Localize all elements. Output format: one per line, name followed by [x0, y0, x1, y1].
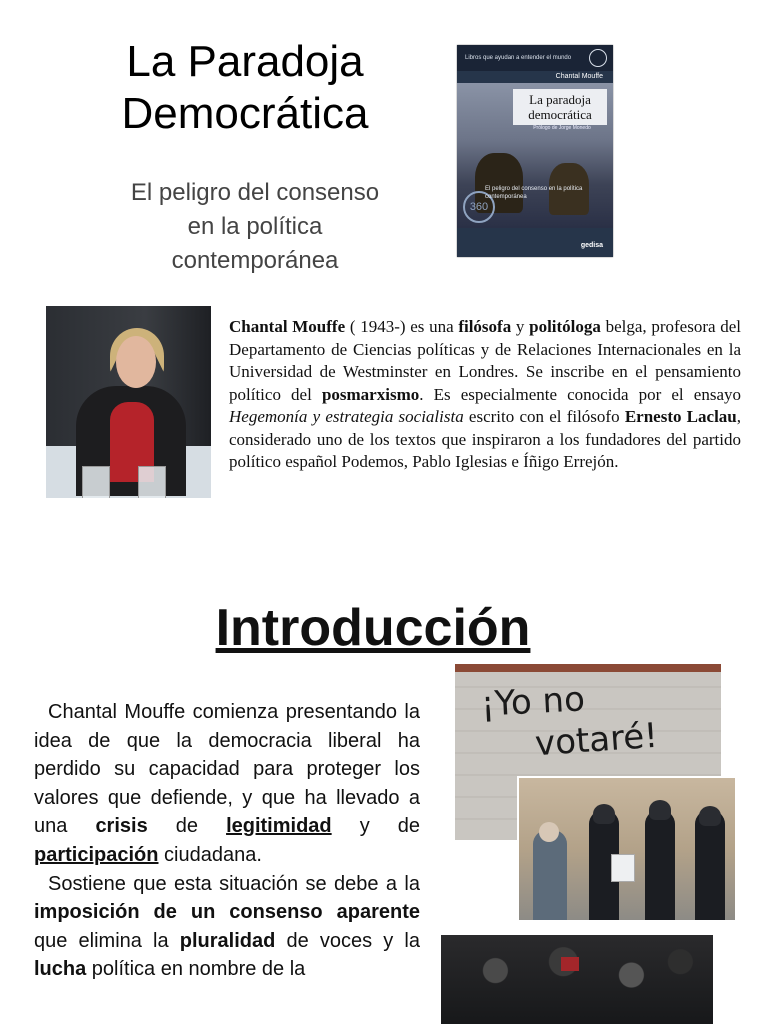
book-cover-image: [457, 45, 613, 257]
book-title-line-2: democrática: [528, 107, 592, 122]
intro-text: Sostiene que esta situación se debe a la: [48, 872, 420, 895]
photo-person-head: [116, 336, 156, 388]
intro-participacion: participación: [34, 843, 159, 866]
title-line-1: La Paradoja: [126, 37, 364, 86]
intro-text: de: [147, 815, 227, 838]
book-blurb: El peligro del consenso en la política contemporánea: [485, 186, 583, 200]
water-glass: [138, 466, 166, 498]
section-heading-introduccion: Introducción: [215, 599, 531, 657]
subtitle-line-3: contemporánea: [171, 247, 339, 274]
crowd-photo: [441, 935, 713, 1024]
page-subtitle: [70, 176, 440, 278]
book-series: Libros que ayudan a entender el mundo: [457, 45, 613, 71]
bio-years: ( 1943-): [349, 317, 406, 336]
intro-text: política en nombre de la: [86, 958, 306, 981]
intro-crisis: crisis: [95, 815, 148, 838]
publisher-seal-icon: [589, 49, 607, 67]
photo-civilian-head: [539, 822, 559, 842]
bio-text: y: [511, 317, 530, 336]
book-title: [513, 89, 607, 125]
bio-text: , considerado uno de los textos que inspiraron a los fundadores del partido político español Podemos, Pablo Iglesias e Íñigo Errejón.: [229, 407, 741, 471]
helmet-icon: [593, 804, 615, 824]
intro-lucha: lucha: [34, 958, 87, 981]
author-photo: [46, 306, 211, 498]
title-line-2: Democrática: [121, 89, 369, 138]
bio-text: es una: [405, 317, 459, 336]
graffiti-text-line-2: votaré!: [533, 715, 660, 765]
bio-politologa: politóloga: [529, 317, 601, 336]
book-publisher: gedisa: [580, 242, 603, 249]
intro-text: ciudadana.: [158, 843, 262, 866]
intro-text: de voces y la: [275, 929, 420, 952]
subtitle-line-1: El peligro del consenso: [130, 179, 380, 206]
subtitle-line-2: en la política: [187, 213, 323, 240]
intro-legitimidad: legitimidad: [226, 815, 332, 838]
bio-text: . Es especialmente conocida por el ensayo: [419, 384, 741, 404]
author-biography: [229, 316, 741, 474]
photo-police-officer: [645, 810, 675, 920]
bio-text: belga, profesora del Departamento de Ciencias políticas y de Relaciones Internacionales en la Universidad de Westminster en Londres. Se inscribe en el pensamiento político del: [229, 317, 742, 404]
series-number: 360: [463, 191, 495, 223]
intro-text: que elimina la: [34, 929, 180, 952]
graffiti-text-line-1: ¡Yo no: [480, 679, 586, 725]
bio-name: Chantal Mouffe: [229, 317, 346, 336]
intro-text: Chantal Mouffe comienza presentando la idea de que la democracia liberal ha perdido su capacidad para proteger los valores que defiende, y que ha llevado a una: [34, 701, 420, 838]
intro-imposicion: imposición de un consenso aparente: [34, 901, 420, 924]
photo-police-officer: [695, 810, 725, 920]
bio-filosofa: filósofa: [458, 317, 512, 336]
intro-text: y de: [331, 815, 420, 838]
page-title: [70, 36, 420, 140]
helmet-icon: [649, 800, 671, 820]
wall-top-edge: [455, 664, 721, 672]
intro-paragraph-2: [34, 870, 420, 984]
water-glass: [82, 466, 110, 498]
book-author: Chantal Mouffe: [555, 73, 603, 80]
bio-text: escrito con el filósofo: [463, 407, 625, 426]
helmet-icon: [699, 806, 721, 826]
photo-red-detail: [561, 957, 579, 971]
bio-book-title: Hegemonía y estrategia socialista: [229, 407, 464, 426]
intro-paragraph-1: [34, 698, 420, 870]
book-title-line-1: La paradoja: [529, 92, 591, 107]
photo-civilian: [533, 830, 567, 920]
bio-posmarxismo: posmarxismo: [321, 384, 420, 404]
book-prologue: Prólogo de Jorge Monedo: [533, 125, 591, 131]
police-protest-photo: [517, 776, 737, 922]
ballot-box: [611, 854, 635, 882]
introduction-text: [34, 698, 420, 984]
intro-pluralidad: pluralidad: [179, 929, 276, 952]
bio-laclau: Ernesto Laclau: [624, 407, 737, 426]
